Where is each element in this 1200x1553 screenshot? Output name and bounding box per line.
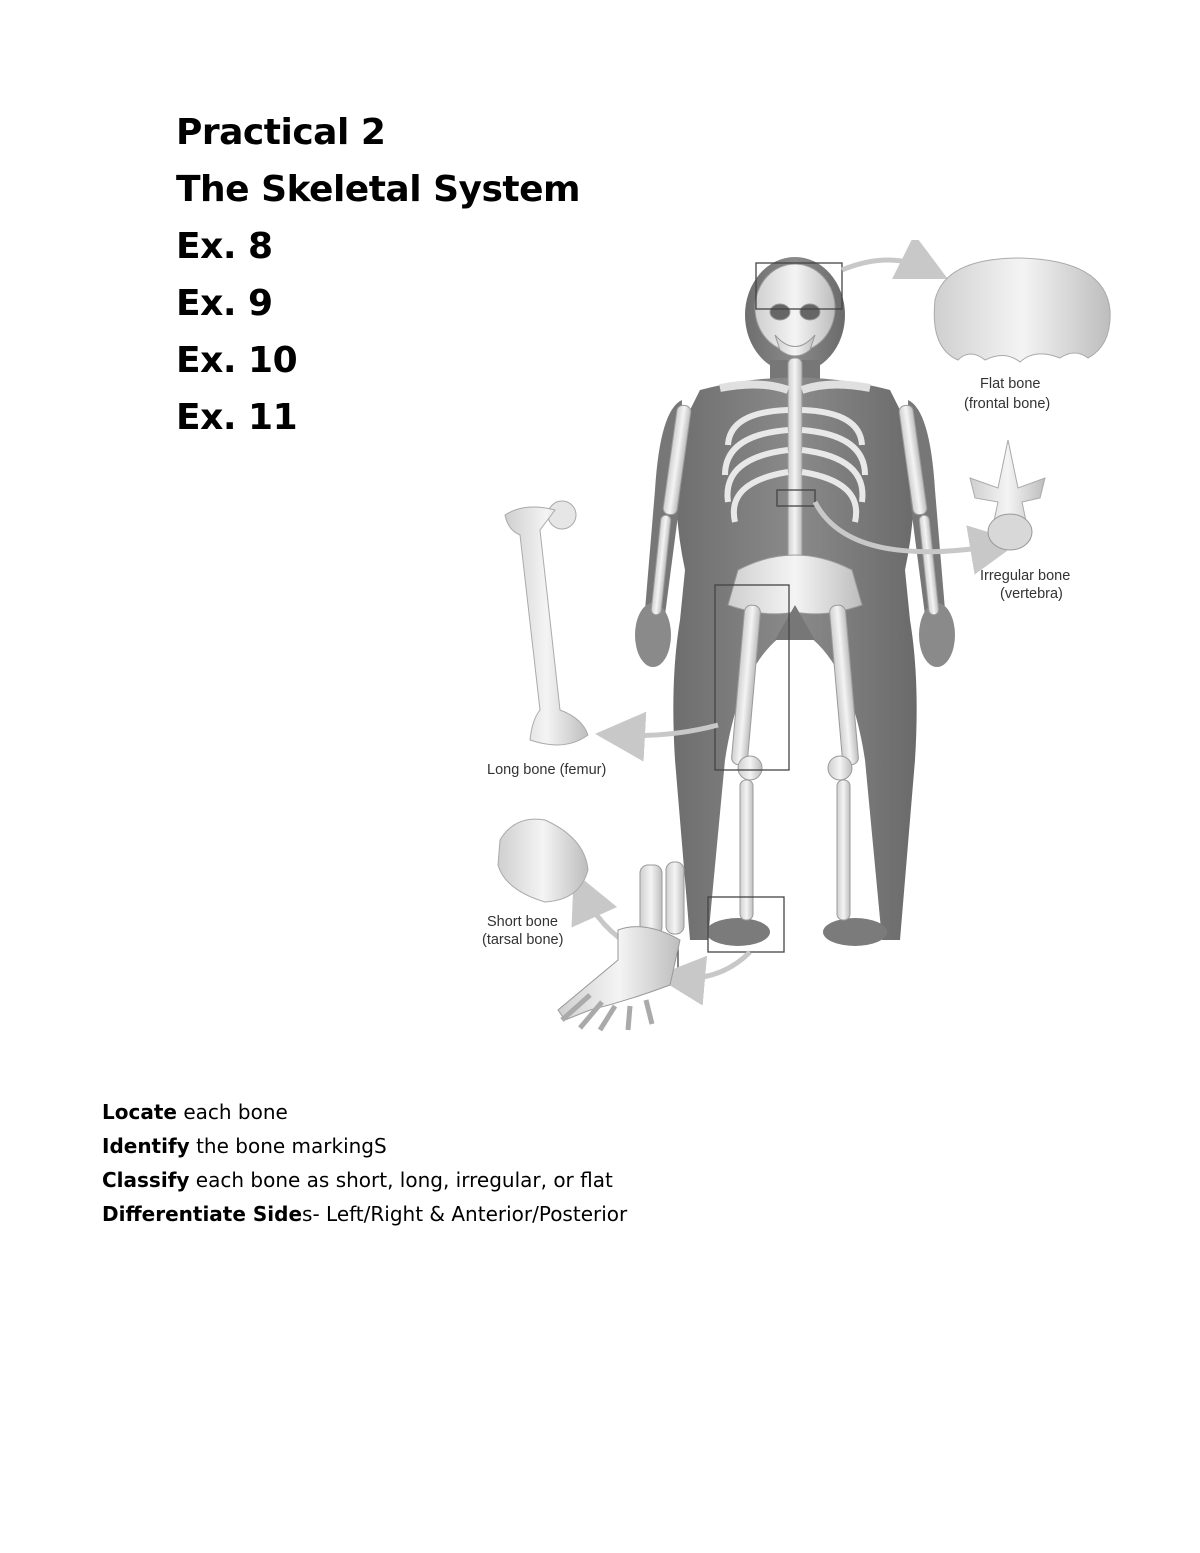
instruction-classify [102, 1163, 627, 1197]
flat-bone-label: Flat bone [980, 376, 1041, 392]
instruction-locate [102, 1095, 627, 1129]
frontal-bone-illustration [934, 258, 1110, 362]
irregular-bone-label: Irregular bone [980, 568, 1071, 584]
heading-line-ex9: Ex. 9 [176, 283, 273, 324]
heading-line-ex8: Ex. 8 [176, 226, 273, 267]
instruction-differentiate [102, 1197, 627, 1231]
skeleton-figure [470, 240, 1130, 1040]
heading-line-practical: Practical 2 [176, 112, 386, 153]
instruction-differentiate-keyword: Differentiate Side [102, 1202, 303, 1226]
short-bone-label: Short bone [487, 914, 558, 930]
heading-line-ex11: Ex. 11 [176, 397, 298, 438]
heading-line-system: The Skeletal System [176, 169, 581, 210]
heading-line-ex10: Ex. 10 [176, 340, 298, 381]
irregular-bone-sublabel: (vertebra) [1000, 586, 1063, 602]
femur-illustration [505, 501, 588, 745]
instruction-locate-keyword: Locate [102, 1100, 177, 1124]
long-bone-label: Long bone (femur) [487, 762, 607, 778]
instruction-identify-keyword: Identify [102, 1134, 190, 1158]
instruction-locate-text: each bone [176, 1100, 288, 1124]
instruction-identify-text: the bone markingS [189, 1134, 387, 1158]
instruction-identify [102, 1129, 627, 1163]
vertebra-illustration [970, 440, 1045, 550]
short-bone-sublabel: (tarsal bone) [482, 932, 564, 948]
instruction-classify-text: each bone as short, long, irregular, or flat [189, 1168, 613, 1192]
flat-bone-sublabel: (frontal bone) [964, 396, 1051, 412]
skeleton-illustration [470, 240, 1130, 1040]
instruction-differentiate-text: s- Left/Right & Anterior/Posterior [302, 1202, 628, 1226]
tarsal-bone-illustration [498, 819, 588, 902]
instructions-list [102, 1095, 627, 1231]
instruction-classify-keyword: Classify [102, 1168, 190, 1192]
